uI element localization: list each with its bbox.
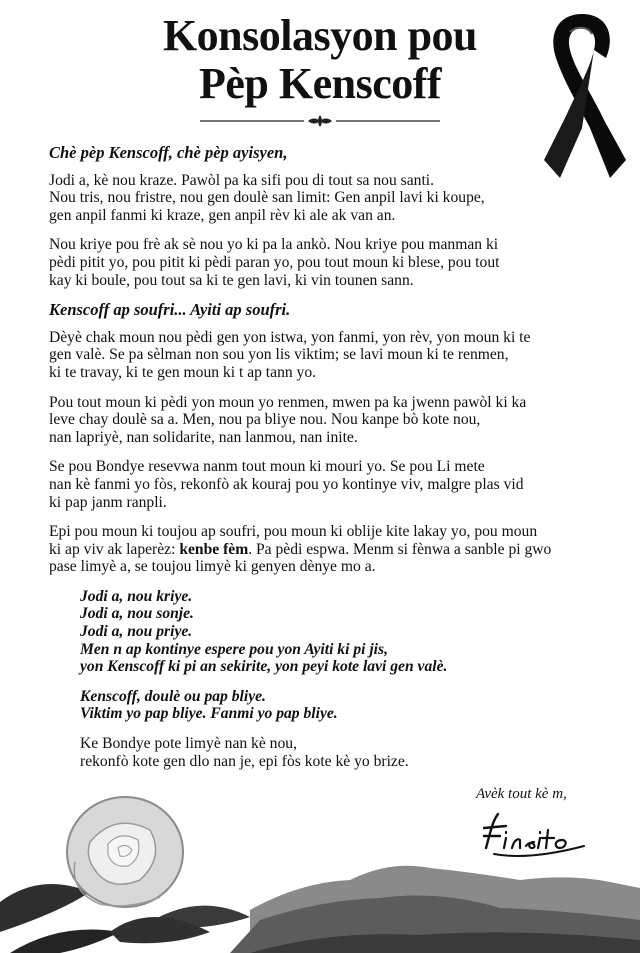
verse-line: Ke Bondye pote limyè nan kè nou, bbox=[80, 735, 297, 753]
paragraph-2 bbox=[49, 236, 594, 289]
text-line: gen valè. Se pa sèlman non sou yon lis viktim; se lavi moun ki te renmen, bbox=[49, 346, 509, 364]
text-line: gen anpil fanmi ki kraze, gen anpil rèv ki ale ak van an. bbox=[49, 206, 396, 224]
handwritten-signature bbox=[476, 806, 596, 862]
text-line: ki te travay, ki te gen moun ki t ap tann yo. bbox=[49, 363, 317, 381]
verse-line: Kenscoff, doulè ou pap bliye. bbox=[80, 687, 266, 705]
verse-3 bbox=[80, 735, 594, 770]
verse-line: Jodi a, nou kriye. bbox=[80, 587, 193, 605]
emphasis-kenbe-fem: kenbe fèm bbox=[179, 540, 249, 558]
paragraph-3 bbox=[49, 329, 594, 382]
letter-body bbox=[49, 144, 594, 782]
subheading: Kenscoff ap soufri... Ayiti ap soufri. bbox=[49, 300, 291, 320]
text-line: pèdi pitit yo, pou pitit ki pèdi paran yo, pou tout moun ki blese, pou tout bbox=[49, 253, 500, 271]
text-line: ki pap janm ranpli. bbox=[49, 493, 167, 511]
text-line: Nou kriye pou frè ak sè nou yo ki pa la ankò. Nou kriye pou manman ki bbox=[49, 236, 499, 254]
verse-2 bbox=[80, 688, 594, 723]
paragraph-6 bbox=[49, 523, 594, 576]
text-line: Dèyè chak moun nou pèdi gen yon istwa, yon fanmi, yon rèv, yon moun ki te bbox=[49, 328, 531, 346]
page-title bbox=[0, 12, 640, 108]
text-line: nan lapriyè, nan solidarite, nan lanmou, nan inite. bbox=[49, 428, 358, 446]
text-line: Nou tris, nou fristre, nou gen doulè san limit: Gen anpil lavi ki koupe, bbox=[49, 189, 485, 207]
text-line: Se pou Bondye resevwa nanm tout moun ki mouri yo. Se pou Li mete bbox=[49, 458, 485, 476]
white-rose-image bbox=[0, 782, 260, 953]
text-line: nan kè fanmi yo fòs, rekonfò ak kouraj pou yo kontinye viv, malgre plas vid bbox=[49, 475, 524, 493]
verse-line: yon Kenscoff ki pi an sekirite, yon peyi kote lavi gen valè. bbox=[80, 658, 448, 676]
text-line: leve chay doulè sa a. Men, nou pa bliye nou. Nou kanpe bò kote nou, bbox=[49, 411, 481, 429]
verse-1 bbox=[80, 588, 594, 676]
paragraph-4 bbox=[49, 394, 594, 447]
verse-line: Men n ap kontinye espere pou yon Ayiti ki pi jis, bbox=[80, 640, 388, 658]
paragraph-1 bbox=[49, 172, 594, 225]
verse-line: Viktim yo pap bliye. Fanmi yo pap bliye. bbox=[80, 705, 338, 723]
fleuron-divider-icon bbox=[200, 113, 440, 129]
text-line bbox=[49, 541, 594, 559]
text-line: Epi pou moun ki toujou ap soufri, pou moun ki oblije kite lakay yo, pou moun bbox=[49, 523, 538, 541]
text-line: Jodi a, kè nou kraze. Pawòl pa ka sifi pou di tout sa nou santi. bbox=[49, 171, 435, 189]
title-line-2: Pèp Kenscoff bbox=[198, 59, 442, 108]
verse-line: Jodi a, nou priye. bbox=[80, 623, 193, 641]
closing-line: Avèk tout kè m, bbox=[476, 786, 567, 802]
text-line: Pou tout moun ki pèdi yon moun yo renmen, mwen pa ka jwenn pawòl ki ka bbox=[49, 393, 527, 411]
text-segment: ki ap viv ak laperèz: bbox=[49, 540, 180, 558]
title-line-1: Konsolasyon pou bbox=[162, 11, 478, 60]
verse-line: Jodi a, nou sonje. bbox=[80, 605, 194, 623]
paragraph-5 bbox=[49, 458, 594, 511]
verse-line: rekonfò kote gen dlo nan je, epi fòs kote kè yo brize. bbox=[80, 752, 409, 770]
greeting: Chè pèp Kenscoff, chè pèp ayisyen, bbox=[49, 143, 288, 162]
text-segment: . Pa pèdi espwa. Menm si fènwa a sanble pi gwo bbox=[248, 540, 552, 558]
text-line: kay ki boule, pou tout sa ki te gen lavi, ki vin tounen sann. bbox=[49, 271, 414, 289]
text-line: pase limyè a, se toujou limyè ki genyen dènye mo a. bbox=[49, 558, 376, 576]
